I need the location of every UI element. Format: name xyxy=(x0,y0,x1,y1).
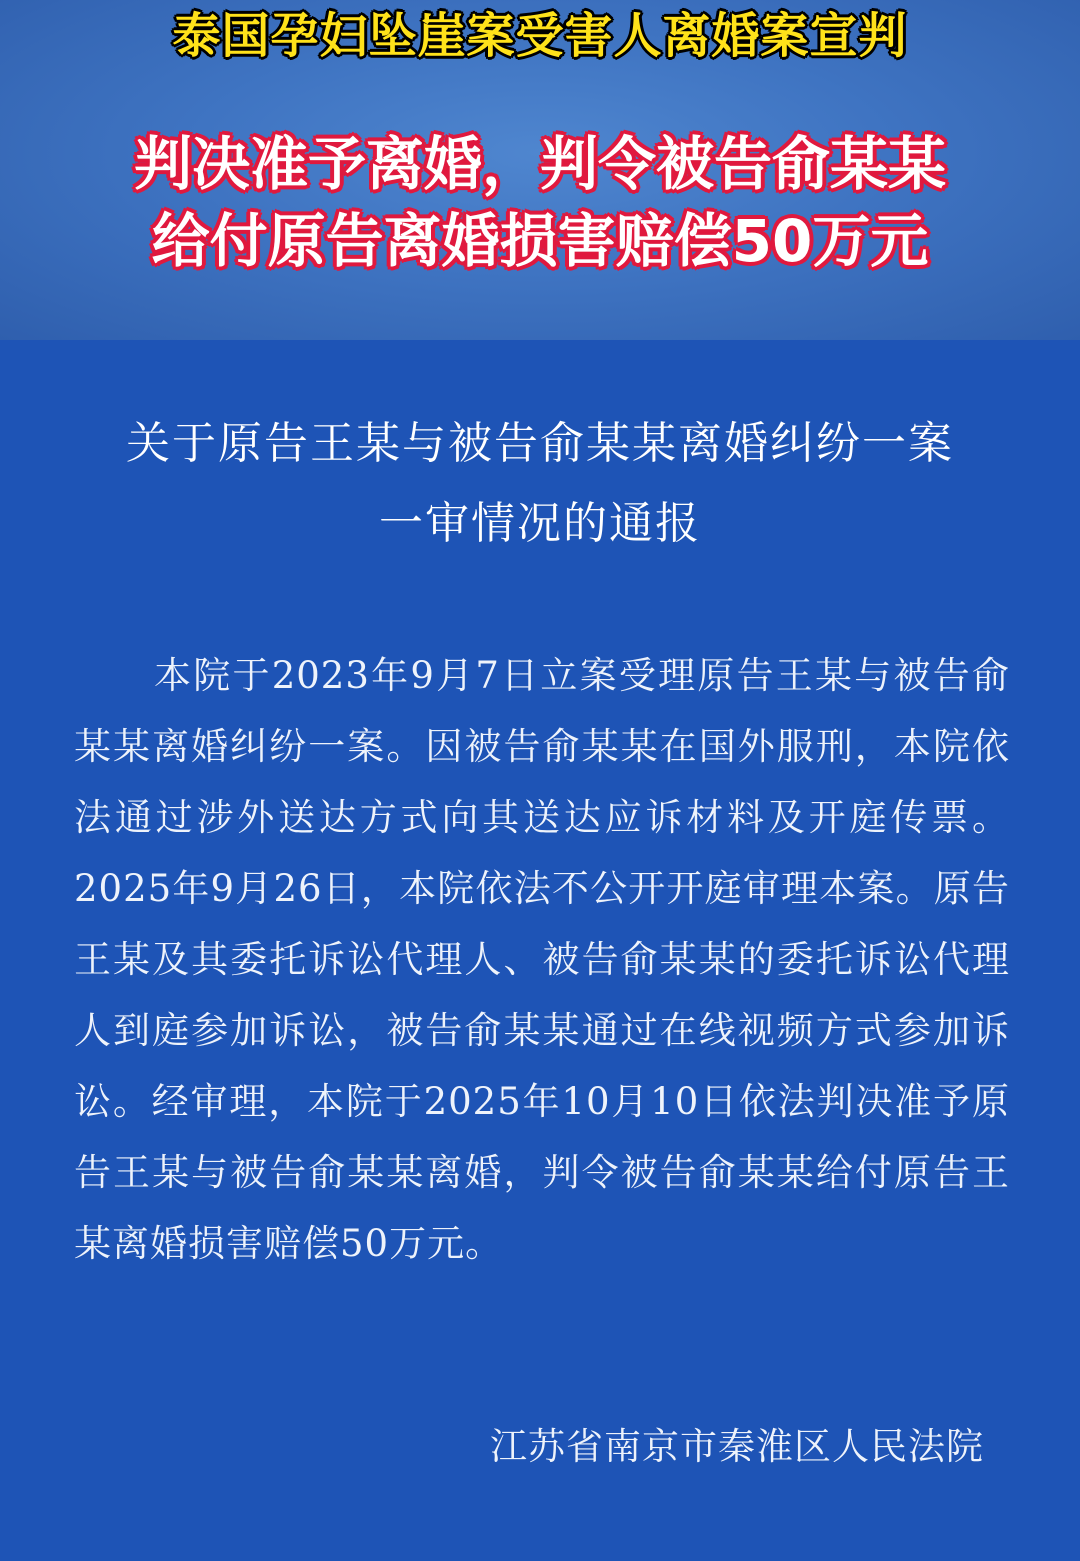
banner-title: 泰国孕妇坠崖案受害人离婚案宣判 xyxy=(172,8,908,64)
notice-title-line-2: 一审情况的通报 xyxy=(379,498,701,549)
headline-line-2: 给付原告离婚损害赔偿50万元 xyxy=(151,207,929,275)
notice-title-line-1: 关于原告王某与被告俞某某离婚纠纷一案 xyxy=(126,418,954,469)
court-signature: 江苏省南京市秦淮区人民法院 xyxy=(490,1425,984,1468)
court-notice xyxy=(0,340,1080,1561)
headline-line-1: 判决准予离婚，判令被告俞某某 xyxy=(133,130,946,198)
blurred-watermark xyxy=(578,1498,858,1538)
headline-banner xyxy=(0,0,1080,340)
notice-body: 本院于2023年9月7日立案受理原告王某与被告俞某某离婚纠纷一案。因被告俞某某在国外服刑，本院依法通过涉外送达方式向其送达应诉材料及开庭传票。2025年9月26日，本院依法不公开开庭审理本案。原告王某及其委托诉讼代理人、被告俞某某的委托诉讼代理人到庭参加诉讼，被告俞某某通过在线视频方式参加诉讼。经审理，本院于2025年10月10日依法判决准予原告王某与被告俞某某离婚，判令被告俞某某给付原告王某离婚损害赔偿50万元。 xyxy=(74,654,1010,1265)
